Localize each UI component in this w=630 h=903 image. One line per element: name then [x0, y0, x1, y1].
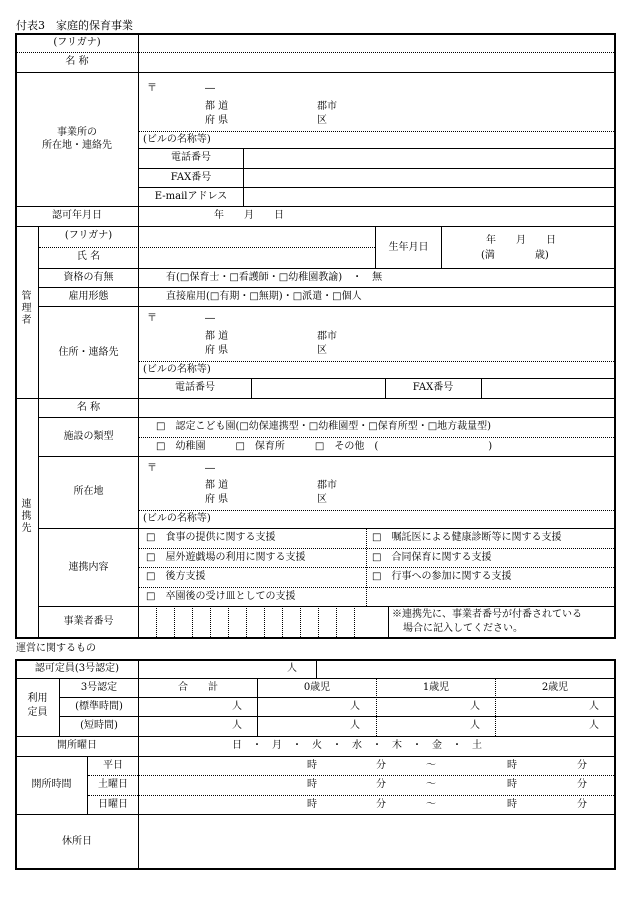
unit-total-standard: 人: [232, 701, 242, 712]
manager-building-label: (ビルの名称等): [143, 364, 211, 375]
age0-header: 0歳児: [303, 682, 331, 693]
users-label-2: 定員: [27, 707, 48, 718]
content-item-events: □ 行事への参加に関する支援: [372, 571, 512, 582]
business-number-note-2: 場合に記入してください。: [403, 623, 523, 634]
unit-age0-short: 人: [350, 720, 360, 731]
cooperation-content-label: 連携内容: [68, 562, 109, 573]
standard-time-label: (標準時間): [75, 701, 123, 712]
weekday-label: 平日: [103, 760, 123, 771]
saturday-end-minute: 分: [577, 779, 587, 790]
operation-section-title: 運営に関するもの: [16, 643, 96, 654]
manager-postal-dash: ―: [205, 313, 215, 324]
unit-age0-standard: 人: [350, 701, 360, 712]
open-hours-label: 開所時間: [31, 779, 72, 790]
ward-label: 区: [317, 115, 327, 126]
manager-fax-label: FAX番号: [412, 382, 454, 393]
unit-age1-short: 人: [470, 720, 480, 731]
email-label: E-mailアドレス: [154, 191, 228, 202]
saturday-tilde: ～: [426, 779, 436, 790]
facility-type-row1: □ 認定こども園(□幼保連携型・□幼稚園型・□保育所型・□地方裁量型): [156, 421, 492, 432]
employment-value: 直接雇用(□有期・□無期)・□派遣・□個人: [166, 291, 362, 302]
sunday-tilde: ～: [426, 799, 436, 810]
manager-phone-label: 電話番号: [175, 382, 215, 393]
phone-label: 電話番号: [171, 152, 211, 163]
capacity-unit: 人: [287, 663, 297, 674]
weekday-tilde: ～: [426, 760, 436, 771]
partner-name-label: 名 称: [76, 402, 101, 413]
sunday-end-hour: 時: [507, 799, 517, 810]
license-date-ymd: 年 月 日: [214, 210, 284, 221]
content-item-joint-care: □ 合同保育に関する支援: [372, 552, 492, 563]
partner-location-label: 所在地: [73, 486, 104, 497]
manager-group-label: 管理者: [19, 290, 30, 326]
partner-building-label: (ビルの名称等): [143, 513, 211, 524]
age2-header: 2歳児: [541, 682, 569, 693]
age-label: (満 歳): [481, 250, 549, 261]
partner-prefecture-1: 都 道: [205, 480, 229, 491]
weekday-end-hour: 時: [507, 760, 517, 771]
unit-age1-standard: 人: [470, 701, 480, 712]
manager-name-label: 氏 名: [76, 251, 101, 262]
open-days-values: 日 ・ 月 ・ 火 ・ 水 ・ 木 ・ 金 ・ 土: [232, 740, 482, 751]
birthdate-ymd: 年 月 日: [486, 235, 556, 246]
address-label-line1: 事業所の: [57, 127, 97, 138]
facility-name-label: 名 称: [65, 56, 89, 67]
partner-postal-mark: 〒: [147, 463, 157, 474]
postal-dash: ―: [205, 83, 215, 94]
furigana-label: (フリガナ): [53, 37, 101, 48]
prefecture-label-2: 府 県: [205, 115, 229, 126]
saturday-label: 土曜日: [98, 779, 128, 790]
content-item-meal: □ 食事の提供に関する支援: [146, 532, 276, 543]
saturday-start-hour: 時: [307, 779, 317, 790]
short-time-label: (短時間): [80, 720, 118, 731]
unit-age2-short: 人: [589, 720, 599, 731]
content-item-graduation: □ 卒園後の受け皿としての支援: [146, 591, 296, 602]
page-title: 付表3 家庭的保育事業: [16, 19, 133, 32]
sunday-start-hour: 時: [307, 799, 317, 810]
qualification-label: 資格の有無: [63, 272, 114, 283]
closed-days-label: 休所日: [62, 836, 92, 847]
postal-mark: 〒: [147, 83, 157, 94]
prefecture-label-1: 都 道: [205, 101, 229, 112]
manager-furigana-label: (フリガナ): [64, 230, 113, 241]
partner-postal-dash: ―: [205, 463, 215, 474]
weekday-start-minute: 分: [376, 760, 386, 771]
license-date-label: 認可年月日: [52, 210, 102, 221]
employment-label: 雇用形態: [68, 291, 109, 302]
manager-ward-label: 区: [317, 345, 327, 356]
saturday-end-hour: 時: [507, 779, 517, 790]
content-item-health-check: □ 嘱託医による健康診断等に関する支援: [372, 532, 562, 543]
weekday-end-minute: 分: [577, 760, 587, 771]
qualification-value: 有(□保育士・□看護師・□幼稚園教諭) ・ 無: [166, 272, 383, 283]
facility-type-label: 施設の類型: [63, 431, 114, 442]
manager-postal-mark: 〒: [147, 313, 157, 324]
unit-age2-standard: 人: [589, 701, 599, 712]
partner-prefecture-2: 府 県: [205, 494, 229, 505]
partner-city-label: 郡市: [317, 480, 337, 491]
manager-address-label: 住所・連絡先: [58, 347, 119, 358]
weekday-start-hour: 時: [307, 760, 317, 771]
birthdate-label: 生年月日: [388, 242, 429, 253]
sunday-start-minute: 分: [376, 799, 386, 810]
content-item-playground: □ 屋外遊戯場の利用に関する支援: [146, 552, 306, 563]
saturday-start-minute: 分: [376, 779, 386, 790]
open-days-label: 開所曜日: [57, 740, 97, 751]
manager-prefecture-1: 都 道: [205, 331, 229, 342]
category-3-label: 3号認定: [80, 682, 118, 693]
city-label: 郡市: [317, 101, 337, 112]
age1-header: 1歳児: [422, 682, 450, 693]
building-label: (ビルの名称等): [143, 134, 211, 145]
content-item-backup: □ 後方支援: [146, 571, 206, 582]
fax-label: FAX番号: [170, 172, 212, 183]
business-number-label: 事業者番号: [63, 616, 114, 627]
business-number-note-1: ※連携先に、事業者番号が付番されている: [392, 609, 582, 620]
users-label-1: 利用: [27, 693, 48, 704]
sunday-label: 日曜日: [98, 799, 128, 810]
total-header: 合 計: [178, 682, 218, 693]
manager-city-label: 郡市: [317, 331, 337, 342]
address-label-line2: 所在地・連絡先: [42, 140, 112, 151]
partner-ward-label: 区: [317, 494, 327, 505]
capacity-label: 認可定員(3号認定): [34, 663, 120, 674]
facility-type-row2: □ 幼稚園 □ 保育所 □ その他 ( ): [156, 441, 493, 452]
manager-prefecture-2: 府 県: [205, 345, 229, 356]
partner-group-label: 連携先: [19, 498, 30, 534]
unit-total-short: 人: [232, 720, 242, 731]
sunday-end-minute: 分: [577, 799, 587, 810]
